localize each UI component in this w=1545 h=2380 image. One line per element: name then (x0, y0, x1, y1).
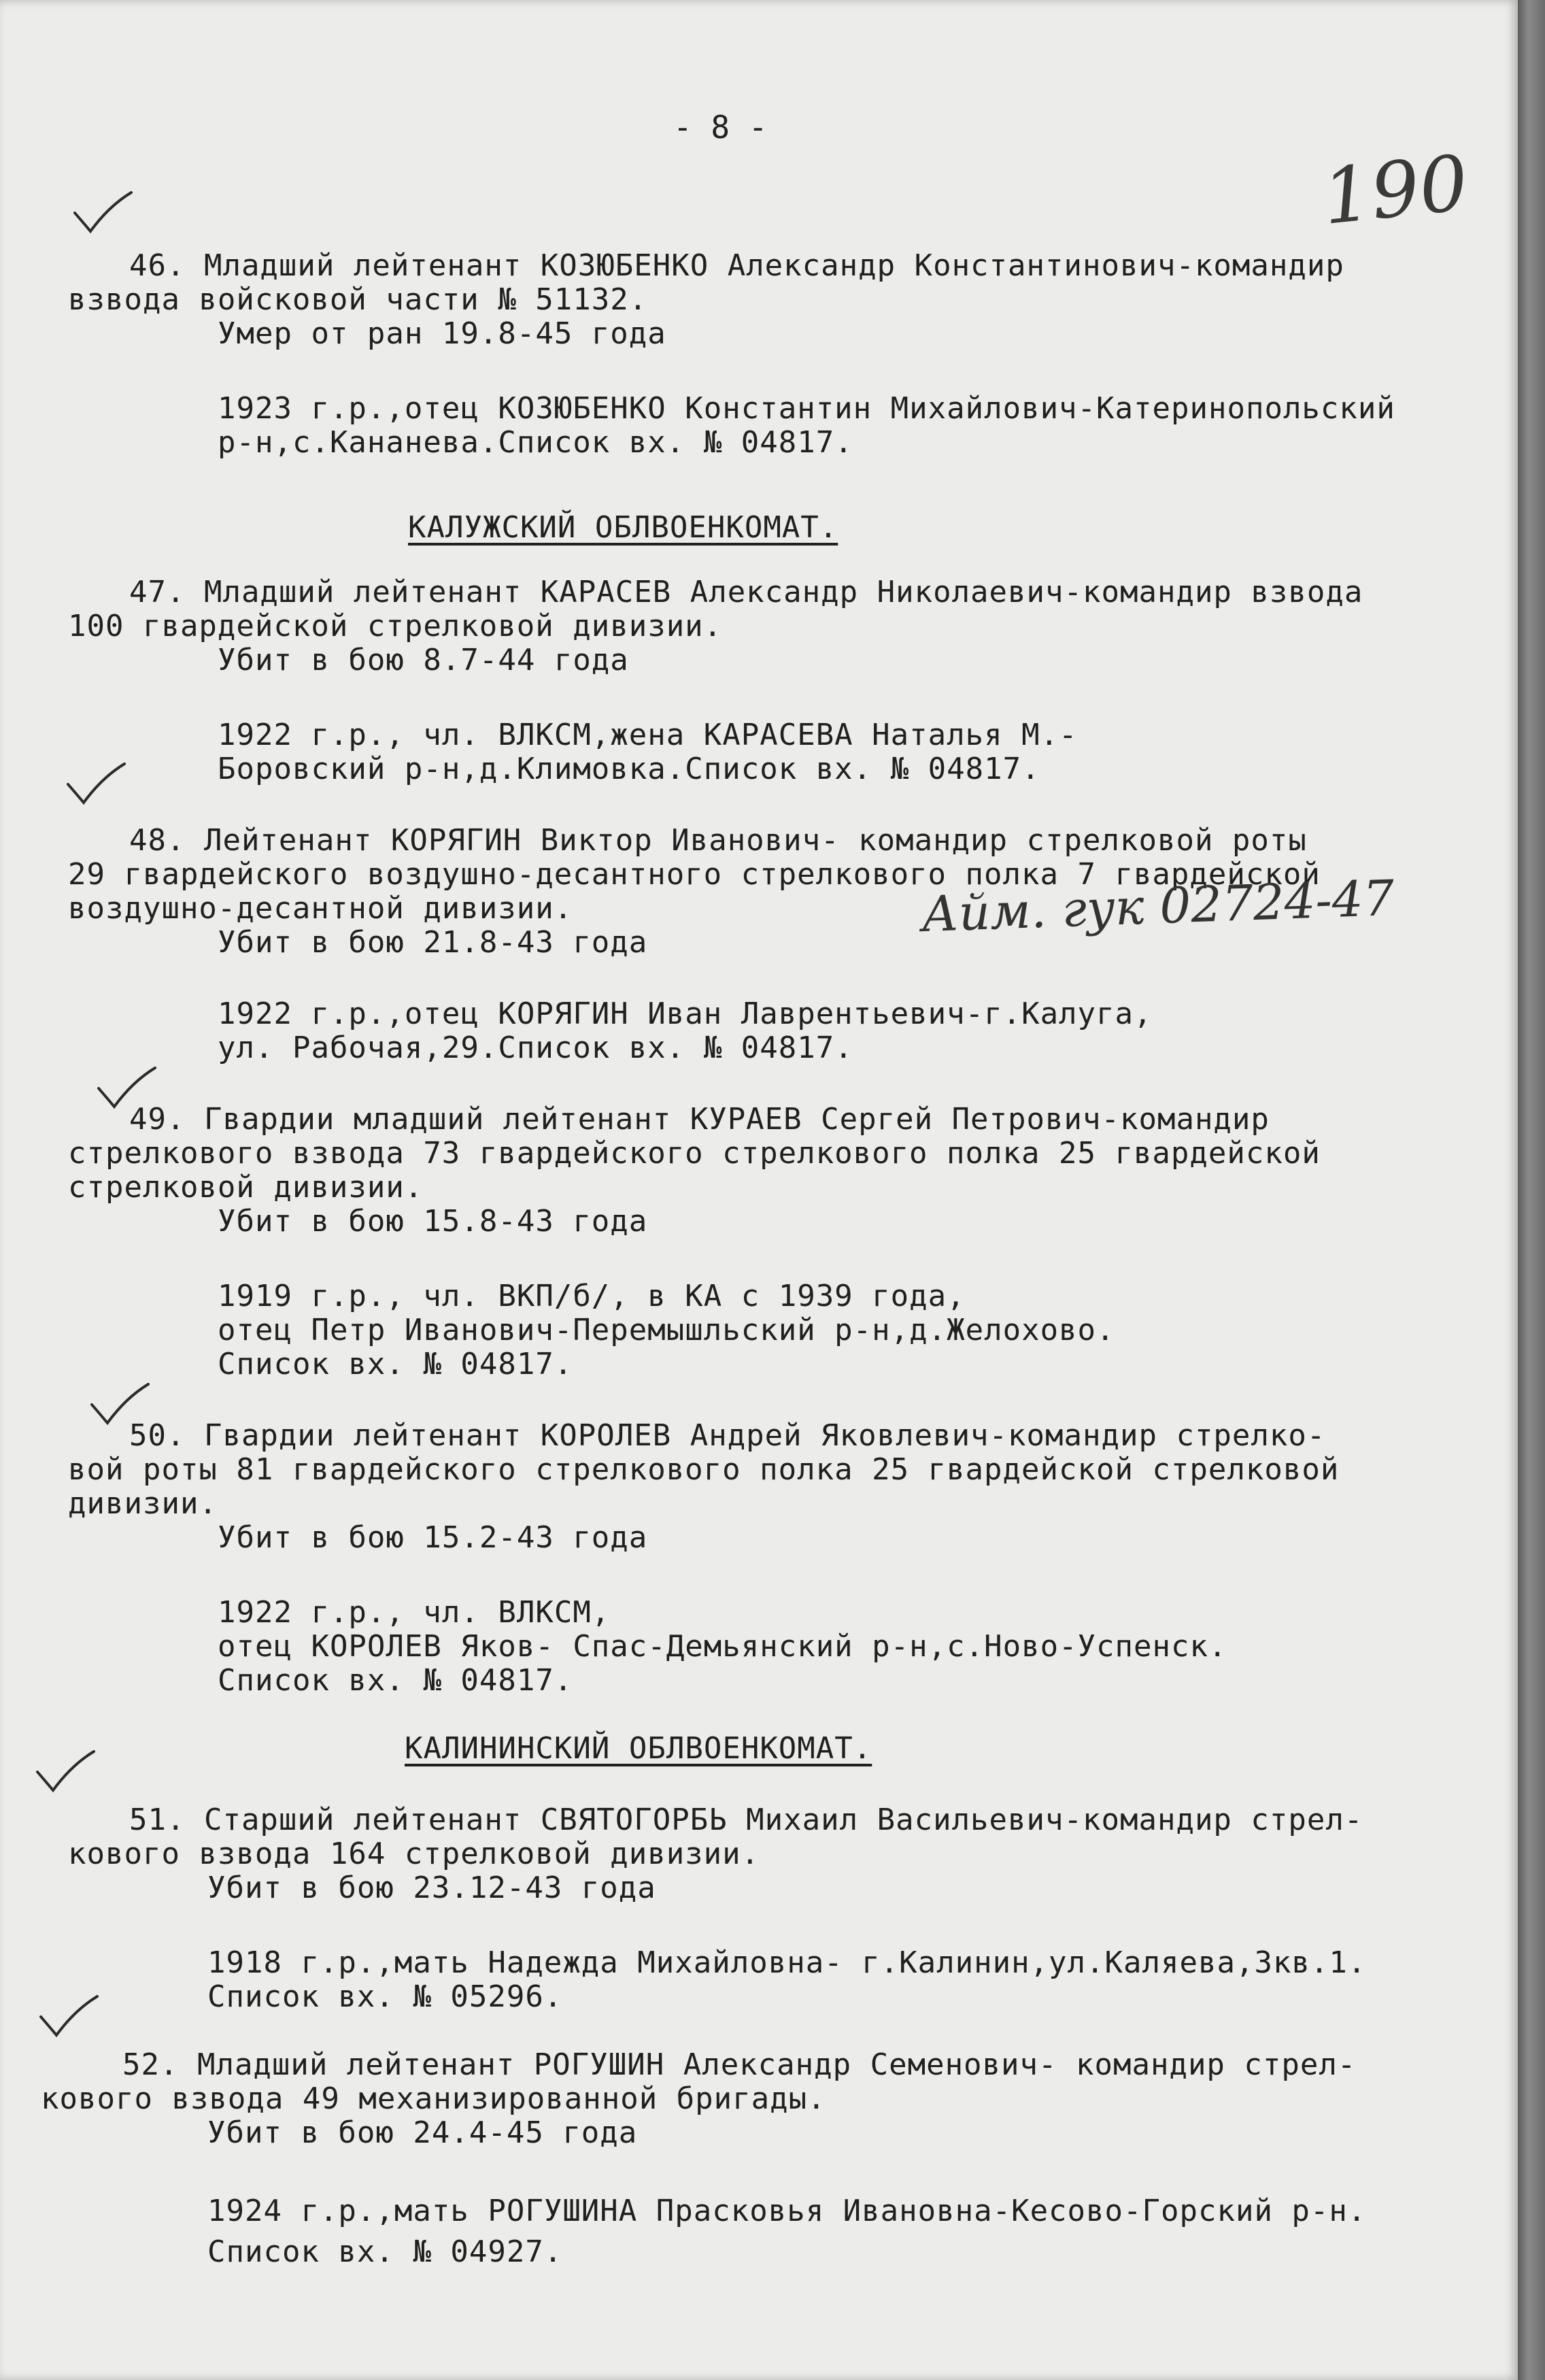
entry-46-line-3: Умер от ран 19.8-45 года (218, 316, 666, 351)
entry-46-line-1: 46. Младший лейтенант КОЗЮБЕНКО Александр Константинович-командир (129, 248, 1344, 283)
entry-47-line-2: 100 гвардейской стрелковой дивизии. (68, 609, 723, 643)
entry-49-line-4: Убит в бою 15.8-43 года (218, 1204, 648, 1239)
entry-52-line-4: 1924 г.р.,мать РОГУШИНА Прасковья Ивановна-Кесово-Горский р-н. (207, 2194, 1367, 2228)
entry-52-line-2: кового взвода 49 механизированной бригады. (41, 2081, 826, 2116)
entry-48-line-2: 29 гвардейского воздушно-десантного стрелкового полка 7 гвардейской (68, 857, 1321, 892)
entry-47-line-3: Убит в бою 8.7-44 года (218, 643, 629, 677)
entry-50-line-6: отец КОРОЛЕВ Яков- Спас-Демьянский р-н,с.Ново-Успенск. (218, 1629, 1227, 1664)
scan-edge-shadow (1518, 0, 1545, 2380)
entry-52-line-5: Список вх. № 04927. (207, 2234, 563, 2269)
entry-51-line-4: 1918 г.р.,мать Надежда Михайловна- г.Калинин,ул.Каляева,3кв.1. (207, 1945, 1367, 1980)
entry-49-line-5: 1919 г.р., чл. ВКП/б/, в КА с 1939 года, (218, 1279, 966, 1313)
handwritten-note: Айм. гук 02724-47 (920, 869, 1395, 943)
entry-50-line-1: 50. Гвардии лейтенант КОРОЛЕВ Андрей Яковлевич-командир стрелко- (129, 1418, 1326, 1453)
entry-47-line-5: Боровский р-н,д.Климовка.Список вх. № 04817. (218, 752, 1040, 786)
entry-51-line-2: кового взвода 164 стрелковой дивизии. (68, 1837, 760, 1871)
entry-50-line-4: Убит в бою 15.2-43 года (218, 1520, 648, 1555)
entry-50-line-5: 1922 г.р., чл. ВЛКСМ, (218, 1595, 611, 1630)
entry-46-line-2: взвода войсковой части № 51132. (68, 282, 648, 317)
entry-47-line-4: 1922 г.р., чл. ВЛКСМ,жена КАРАСЕВА Наталья М.- (218, 718, 1078, 752)
entry-48-line-1: 48. Лейтенант КОРЯГИН Виктор Иванович- командир стрелковой роты (129, 823, 1307, 858)
section-heading-kalinin: КАЛИНИНСКИЙ ОБЛВОЕНКОМАТ. (405, 1731, 872, 1766)
entry-48-line-6: ул. Рабочая,29.Список вх. № 04817. (218, 1030, 853, 1065)
page-number: - 8 - (673, 109, 768, 146)
entry-49-line-3: стрелковой дивизии. (68, 1170, 424, 1205)
entry-46-line-4: 1923 г.р.,отец КОЗЮБЕНКО Константин Михайлович-Катеринопольский (218, 391, 1395, 426)
entry-52-line-1: 52. Младший лейтенант РОГУШИН Александр Семенович- командир стрел- (122, 2047, 1357, 2082)
entry-48-line-4: Убит в бою 21.8-43 года (218, 925, 648, 960)
entry-48-line-3: воздушно-десантной дивизии. (68, 891, 573, 926)
entry-49-line-1: 49. Гвардии младший лейтенант КУРАЕВ Сергей Петрович-командир (129, 1102, 1270, 1137)
section-heading-kaluga: КАЛУЖСКИЙ ОБЛВОЕНКОМАТ. (408, 510, 838, 545)
entry-49-line-7: Список вх. № 04817. (218, 1347, 573, 1381)
entry-50-line-3: дивизии. (68, 1486, 218, 1521)
entry-46-line-5: р-н,с.Кананева.Список вх. № 04817. (218, 425, 853, 460)
check-mark-icon (37, 1993, 99, 2041)
entry-50-line-7: Список вх. № 04817. (218, 1663, 573, 1698)
entry-51-line-5: Список вх. № 05296. (207, 1979, 563, 2014)
check-mark-icon (34, 1748, 95, 1796)
entry-49-line-6: отец Петр Иванович-Перемышльский р-н,д.Желохово. (218, 1313, 1115, 1347)
folio-number: 190 (1318, 139, 1472, 242)
entry-51-line-1: 51. Старший лейтенант СВЯТОГОРБЬ Михаил Васильевич-командир стрел- (129, 1803, 1363, 1837)
entry-48-line-5: 1922 г.р.,отец КОРЯГИН Иван Лаврентьевич-г.Калуга, (218, 996, 1153, 1031)
entry-47-line-1: 47. Младший лейтенант КАРАСЕВ Александр Николаевич-командир взвода (129, 575, 1363, 609)
entry-52-line-3: Убит в бою 24.4-45 года (207, 2115, 638, 2150)
check-mark-icon (71, 189, 133, 237)
entry-50-line-2: вой роты 81 гвардейского стрелкового полка 25 гвардейской стрелковой (68, 1452, 1340, 1487)
entry-51-line-3: Убит в бою 23.12-43 года (207, 1871, 656, 1905)
check-mark-icon (65, 760, 126, 808)
entry-49-line-2: стрелкового взвода 73 гвардейского стрелкового полка 25 гвардейской (68, 1136, 1321, 1171)
